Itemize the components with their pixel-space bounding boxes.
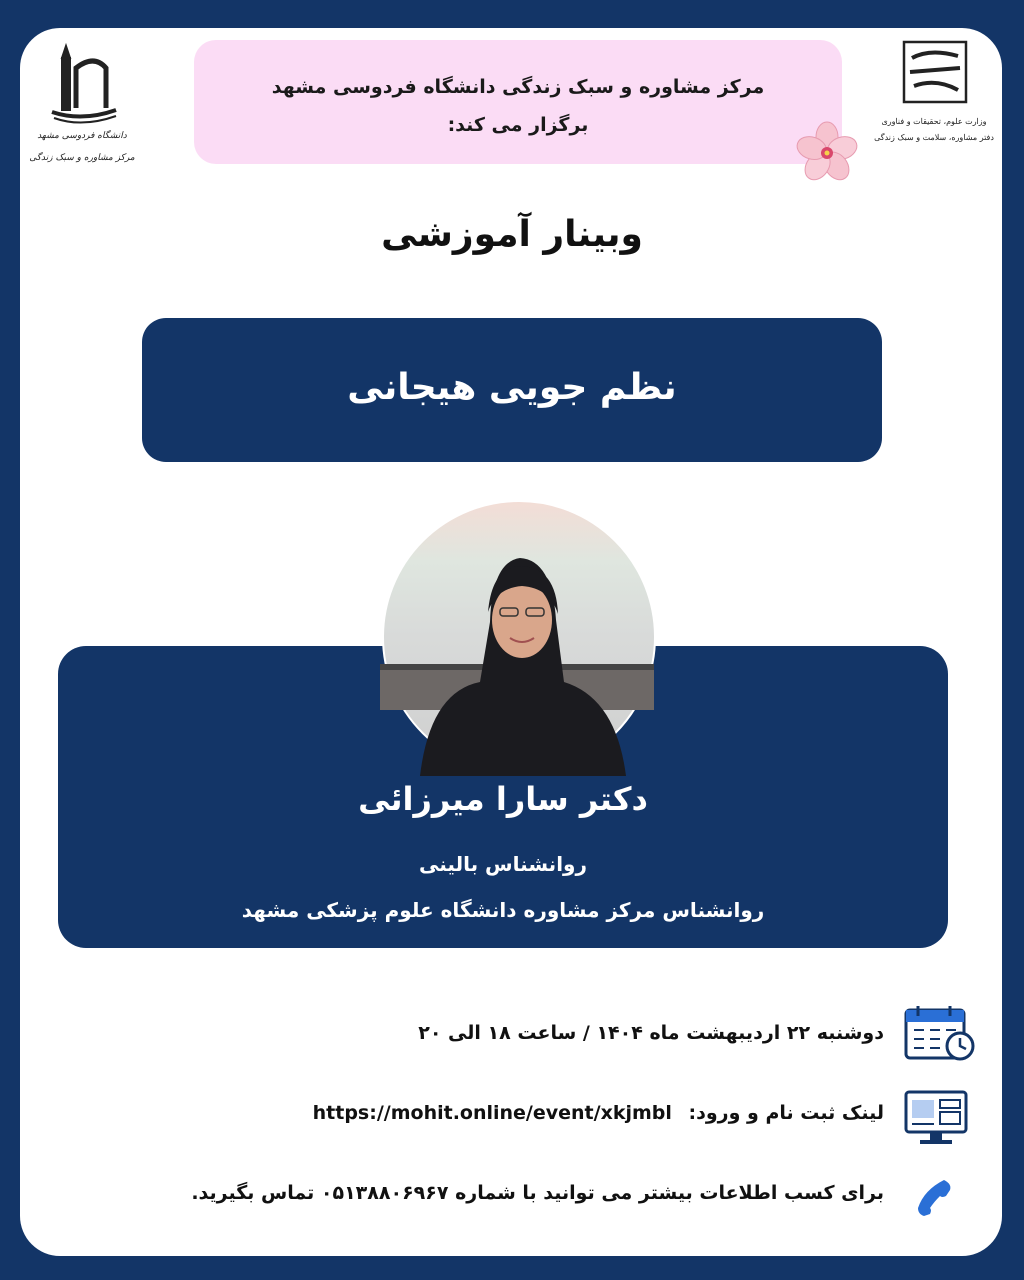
svg-text:مرکز مشاوره و سبک زندگی: مرکز مشاوره و سبک زندگی <box>29 153 135 163</box>
cherry-blossom-icon <box>790 120 864 186</box>
registration-link-url[interactable]: https://mohit.online/event/xkjmbl <box>312 1102 672 1124</box>
ministry-logo-icon <box>874 38 994 150</box>
computer-screen-icon <box>904 1090 968 1146</box>
organizer-line-1: مرکز مشاوره و سبک زندگی دانشگاه فردوسی مشهد <box>271 76 765 98</box>
speaker-photo <box>382 500 656 774</box>
speaker-affiliation: روانشناس مرکز مشاوره دانشگاه علوم پزشکی مشهد <box>241 898 765 922</box>
registration-link-label: لینک ثبت نام و ورود: <box>688 1102 884 1124</box>
svg-text:دفتر مشاوره، سلامت و سبک زندگی: دفتر مشاوره، سلامت و سبک زندگی <box>874 133 994 142</box>
organizer-box <box>194 40 842 164</box>
event-type: وبینار آموزشی <box>381 214 643 255</box>
organizer-line-2: برگزار می کند: <box>447 114 589 136</box>
svg-text:دانشگاه فردوسی مشهد: دانشگاه فردوسی مشهد <box>37 131 127 141</box>
speaker-role: روانشناس بالینی <box>419 852 587 876</box>
event-title: نظم جویی هیجانی <box>347 367 677 408</box>
contact-info: برای کسب اطلاعات بیشتر می توانید با شماره ۰۵۱۳۸۸۰۶۹۶۷ تماس بگیرید. <box>191 1182 884 1204</box>
phone-icon <box>914 1176 956 1218</box>
registration-link-row <box>313 1102 884 1124</box>
speaker-name: دکتر سارا میرزائی <box>358 780 648 818</box>
event-title-box <box>142 318 882 462</box>
event-date: دوشنبه ۲۲ اردیبهشت ماه ۱۴۰۴ / ساعت ۱۸ الی ۲۰ <box>418 1022 884 1044</box>
ferdowsi-logo-icon <box>29 38 135 172</box>
speaker-portrait-icon <box>380 502 654 776</box>
calendar-clock-icon <box>904 1006 976 1062</box>
svg-text:وزارت علوم، تحقیقات و فناوری: وزارت علوم، تحقیقات و فناوری <box>881 117 987 126</box>
